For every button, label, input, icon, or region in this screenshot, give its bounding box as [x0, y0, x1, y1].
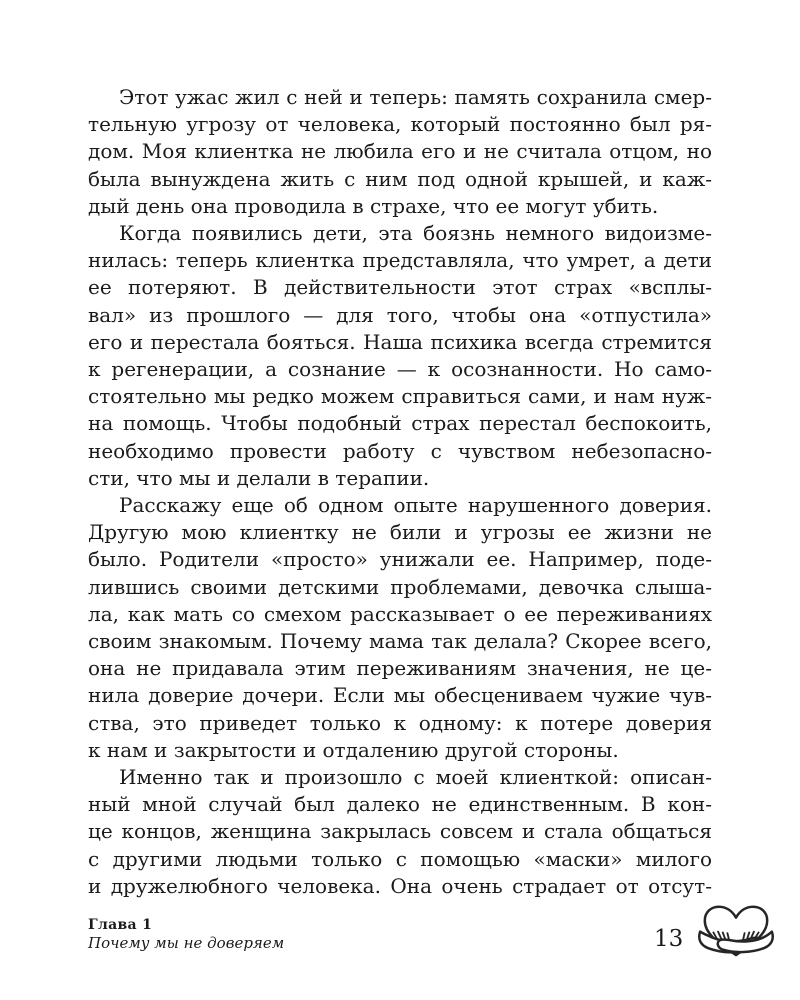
page-number: 13	[654, 926, 684, 952]
chapter-label: Глава 1	[88, 917, 153, 933]
heart-in-hands-icon	[697, 902, 775, 966]
text-line: с другими людьми только с помощью «маски» милого	[88, 846, 712, 871]
text-line: нилась: теперь клиентка представляла, что умрет, а дети	[88, 248, 712, 273]
text-line: Этот ужас жил с ней и теперь: память сохранила смер-	[119, 85, 712, 109]
text-line: тельную угрозу от человека, который постоянно был ря-	[88, 112, 712, 137]
body-text	[88, 84, 712, 900]
text-line: необходимо провести работу с чувством небезопасно-	[88, 438, 712, 463]
text-line: ла, как мать со смехом рассказывает о ее переживаниях	[88, 601, 712, 626]
text-line: дом. Моя клиентка не любила его и не считала отцом, но	[88, 139, 712, 164]
text-line: ее потеряют. В действительности этот страх «всплы-	[88, 275, 712, 300]
text-line: нила доверие дочери. Если мы обесцениваем чужие чув-	[88, 683, 712, 708]
text-line: и дружелюбного человека. Она очень страдает от отсут-	[88, 873, 712, 898]
text-line: к регенерации, а сознание — к осознанности. Но само-	[88, 357, 712, 382]
text-line: Расскажу еще об одном опыте нарушенного доверия.	[119, 493, 712, 518]
text-line: на помощь. Чтобы подобный страх перестал беспокоить,	[88, 411, 712, 436]
text-line: Именно так и произошло с моей клиенткой: описан-	[119, 765, 712, 790]
text-line: ный мной случай был далеко не единственным. В кон-	[88, 792, 712, 817]
text-line: ства, это приведет только к одному: к потере доверия	[88, 710, 712, 735]
text-line: лившись своими детскими проблемами, девочка слыша-	[88, 574, 712, 599]
text-line: была вынуждена жить с ним под одной крышей, и каж-	[88, 166, 712, 191]
text-line: к нам и закрытости и отдалению другой стороны.	[88, 737, 619, 762]
text-line: его и перестала бояться. Наша психика всегда стремится	[88, 329, 712, 354]
text-line: она не придавала этим переживаниям значения, не це-	[88, 656, 712, 681]
text-line: вал» из прошлого — для того, чтобы она «отпустила»	[88, 302, 712, 327]
text-line: Когда появились дети, эта боязнь немного видоизме-	[119, 221, 712, 246]
text-line: своим знакомым. Почему мама так делала? Скорее всего,	[88, 629, 712, 654]
text-line: сти, что мы и делали в терапии.	[88, 465, 430, 490]
chapter-title: Почему мы не доверяем	[88, 934, 285, 952]
text-line: было. Родители «просто» унижали ее. Например, поде-	[88, 547, 712, 572]
text-line: це концов, женщина закрылась совсем и стала общаться	[88, 819, 712, 844]
text-line: Другую мою клиентку не били и угрозы ее жизни не	[88, 520, 712, 545]
text-line: стоятельно мы редко можем справиться сами, и нам нуж-	[88, 384, 712, 409]
text-line: дый день она проводила в страхе, что ее могут убить.	[88, 193, 659, 218]
footer-chapter-block	[88, 916, 284, 953]
